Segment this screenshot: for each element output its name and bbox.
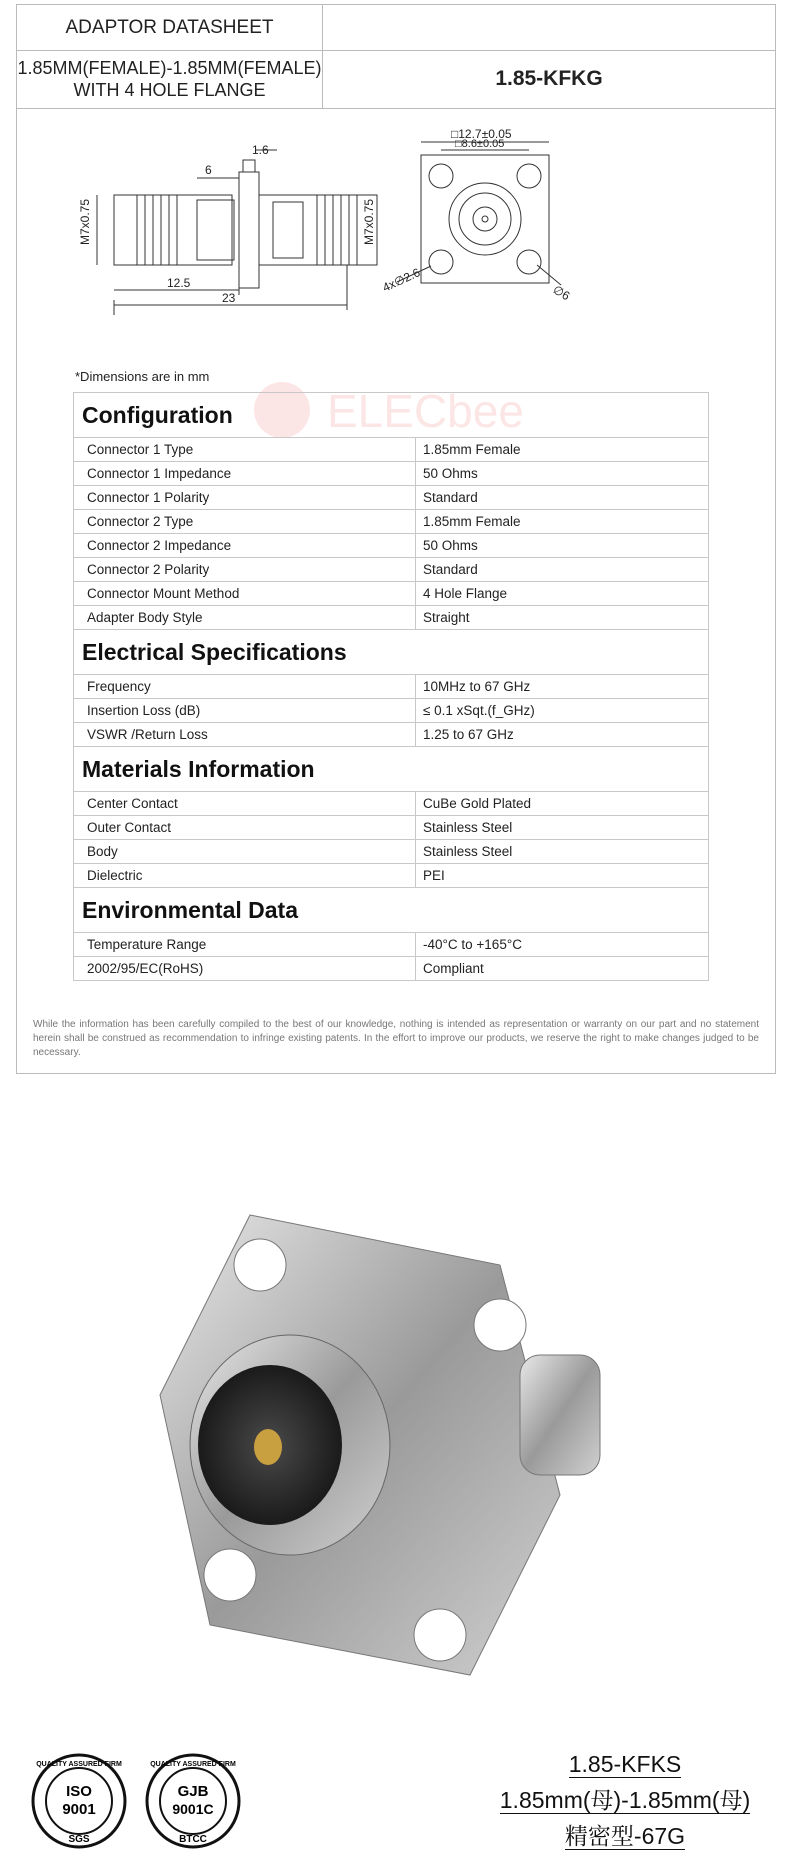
spec-row bbox=[74, 840, 709, 864]
spec-label: Dielectric bbox=[74, 864, 416, 888]
spec-row bbox=[74, 792, 709, 816]
spec-value: 1.85mm Female bbox=[416, 510, 709, 534]
flange bbox=[239, 172, 259, 288]
flange-hole-1 bbox=[234, 1239, 286, 1291]
spec-row bbox=[74, 699, 709, 723]
section-header bbox=[74, 630, 709, 675]
product-description bbox=[17, 50, 323, 108]
spec-label: Connector 2 Type bbox=[74, 510, 416, 534]
spec-value: CuBe Gold Plated bbox=[416, 792, 709, 816]
section-title: Materials Information bbox=[74, 747, 709, 792]
spec-value: PEI bbox=[416, 864, 709, 888]
spec-label: Connector Mount Method bbox=[74, 582, 416, 606]
spec-label: Body bbox=[74, 840, 416, 864]
hole-diameter: 4x∅2.6 bbox=[380, 265, 423, 295]
section-header bbox=[74, 888, 709, 933]
section-header bbox=[74, 393, 709, 438]
spec-value: 50 Ohms bbox=[416, 534, 709, 558]
disclaimer-text: While the information has been carefully compiled to the best of our knowledge, nothing is intended as representation or warranty on our part and no statement herein shall be construed as recommendation to infringe existing patents. In the effort to improve our products, we reserve the right to make changes judged to be necessary. bbox=[33, 1019, 759, 1058]
gjb-9001c-badge bbox=[144, 1752, 242, 1850]
spec-row bbox=[74, 675, 709, 699]
spec-row bbox=[74, 582, 709, 606]
flange-outer-size: □12.7±0.05 bbox=[451, 127, 512, 141]
flange-hole-4 bbox=[414, 1609, 466, 1661]
caption-line2: 1.85mm(母)-1.85mm(母) bbox=[499, 1787, 751, 1813]
dim-flange-thickness: 1.6 bbox=[252, 143, 269, 157]
spec-label: Adapter Body Style bbox=[74, 606, 416, 630]
spec-row bbox=[74, 462, 709, 486]
spec-value: 1.25 to 67 GHz bbox=[416, 723, 709, 747]
spec-label: Connector 1 Impedance bbox=[74, 462, 416, 486]
right-thread bbox=[317, 195, 357, 265]
iso-bottom: 9001 bbox=[62, 1801, 96, 1818]
spec-label: Center Contact bbox=[74, 792, 416, 816]
product-description-line1: 1.85MM(FEMALE)-1.85MM(FEMALE) bbox=[17, 58, 322, 78]
spec-value: Stainless Steel bbox=[416, 816, 709, 840]
spec-label: Temperature Range bbox=[74, 933, 416, 957]
spec-row bbox=[74, 534, 709, 558]
spec-label: 2002/95/EC(RoHS) bbox=[74, 957, 416, 981]
bore-diameter: ∅6 bbox=[550, 282, 573, 304]
flange-front-view bbox=[421, 155, 549, 283]
dim-body-length: 12.5 bbox=[167, 276, 191, 290]
spec-value: 4 Hole Flange bbox=[416, 582, 709, 606]
header-row-title bbox=[17, 5, 775, 51]
dim-total-length: 23 bbox=[222, 291, 236, 305]
product-caption bbox=[470, 1746, 780, 1854]
spec-value: 50 Ohms bbox=[416, 462, 709, 486]
spec-label: Connector 1 Type bbox=[74, 438, 416, 462]
spec-row bbox=[74, 933, 709, 957]
thread-right-label: M7x0.75 bbox=[362, 198, 376, 245]
spec-label: Connector 2 Impedance bbox=[74, 534, 416, 558]
spec-row bbox=[74, 510, 709, 534]
section-header bbox=[74, 747, 709, 792]
section-title: Configuration bbox=[74, 393, 709, 438]
spec-table bbox=[73, 392, 709, 981]
gjb-ring-text: QUALITY ASSURED FIRM bbox=[150, 1761, 236, 1768]
flange-inner-size: □8.6±0.05 bbox=[455, 138, 505, 150]
spec-value: Standard bbox=[416, 558, 709, 582]
flange-hole-3 bbox=[204, 1549, 256, 1601]
spec-label: Connector 2 Polarity bbox=[74, 558, 416, 582]
spec-value: Straight bbox=[416, 606, 709, 630]
spec-row bbox=[74, 606, 709, 630]
spec-label: VSWR /Return Loss bbox=[74, 723, 416, 747]
spec-row bbox=[74, 957, 709, 981]
section-title: Electrical Specifications bbox=[74, 630, 709, 675]
gjb-bottom: 9001C bbox=[172, 1801, 214, 1817]
iso-org: SGS bbox=[68, 1834, 90, 1845]
spec-value: Standard bbox=[416, 486, 709, 510]
spec-value: Stainless Steel bbox=[416, 840, 709, 864]
gjb-org: BTCC bbox=[179, 1834, 207, 1845]
section-title: Environmental Data bbox=[74, 888, 709, 933]
spec-row bbox=[74, 864, 709, 888]
left-connector-body bbox=[114, 195, 232, 265]
spec-label: Outer Contact bbox=[74, 816, 416, 840]
spec-label: Insertion Loss (dB) bbox=[74, 699, 416, 723]
spec-value: ≤ 0.1 xSqt.(f_GHz) bbox=[416, 699, 709, 723]
caption-line3: 精密型-67G bbox=[564, 1823, 686, 1849]
spec-row bbox=[74, 816, 709, 840]
datasheet-panel bbox=[16, 4, 776, 1074]
left-thread bbox=[137, 195, 177, 265]
iso-top: ISO bbox=[66, 1783, 92, 1800]
technical-drawing bbox=[17, 120, 775, 390]
spec-row bbox=[74, 723, 709, 747]
thread-left-label: M7x0.75 bbox=[78, 198, 92, 245]
dim-six: 6 bbox=[205, 163, 212, 177]
iso-ring-text: QUALITY ASSURED FIRM bbox=[36, 1761, 122, 1768]
product-photo bbox=[140, 1195, 660, 1715]
spec-label: Frequency bbox=[74, 675, 416, 699]
right-connector-body bbox=[259, 195, 377, 265]
spec-value: Compliant bbox=[416, 957, 709, 981]
spec-value: 1.85mm Female bbox=[416, 438, 709, 462]
spec-value: 10MHz to 67 GHz bbox=[416, 675, 709, 699]
spec-label: Connector 1 Polarity bbox=[74, 486, 416, 510]
rear-connector bbox=[520, 1355, 600, 1475]
header-row-product bbox=[17, 50, 775, 109]
dimensions-note: *Dimensions are in mm bbox=[75, 369, 210, 384]
datasheet-title: ADAPTOR DATASHEET bbox=[17, 5, 323, 50]
spec-row bbox=[74, 438, 709, 462]
spec-row bbox=[74, 486, 709, 510]
gjb-top: GJB bbox=[177, 1783, 209, 1800]
flange-hole-2 bbox=[474, 1299, 526, 1351]
model-number: 1.85-KFKG bbox=[495, 67, 603, 90]
spec-value: -40°C to +165°C bbox=[416, 933, 709, 957]
spec-row bbox=[74, 558, 709, 582]
watermark-text: ELECbee bbox=[327, 385, 524, 437]
product-description-line2: WITH 4 HOLE FLANGE bbox=[73, 80, 266, 100]
iso-9001-badge bbox=[30, 1752, 128, 1850]
center-contact bbox=[254, 1429, 282, 1465]
caption-line1: 1.85-KFKS bbox=[568, 1751, 682, 1777]
